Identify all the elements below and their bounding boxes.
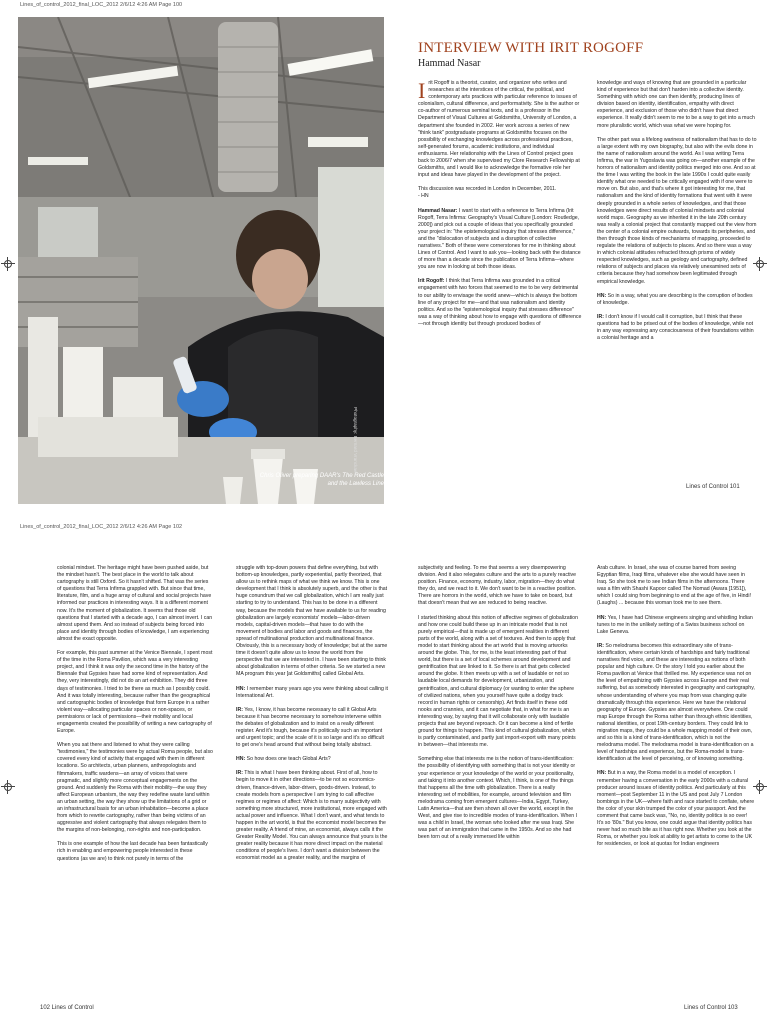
text-column-bottom-2 [236,565,388,870]
paragraph: subjectivity and feeling. To me that seems a very disempowering division. And it also relegates culture and the arts to a purely reactive position. Finance, economy, industry, labor, migration—they do what they do, and we react to it. We don't want to be in a reactive position. There are horrors in the world, which we have to take on board, but that doesn't mean that we are reduced to being reactive. [418,565,577,607]
page-slug-top: Lines_of_control_2012_final_LOC_2012 2/6/12 4:26 AM Page 100 [20,2,183,8]
answer-paragraph: IR: So melodrama becomes this extraordinary site of trans-identification, where certain kinds of hardships and fairly traditional narratives find voice, and these are interesting as notions of both popular and high culture. Or the story I told you earlier about the Roma pavilion at Venice that thrilled me. My experience was not on the level of empathizing with Gypsies across Europe and their real suffering, but as somebody interested in geography and cartography, whose understanding of where you map from was changing quite dramatically through this experience. Here we have the relational geography of Europe. Gypsies are almost everywhere. One could map Europe through the Roma rather than through ethnic identities, national identities, or post 19th-century borders. They could link to migration maps, they could be a whole mapping model of their own, and so this is a kind of trans-identification, which is not the melodrama model. The melodrama model is trans-identification on a level of hardships and experience, but the Roma-model is trans-identification at the level of perceiving, or of knowing something. [597,642,755,763]
paragraph: This is one example of how the last decade has been fantastically rich in enabling and empowering people interested in these questions (as we are) to think not purely in terms of the [57,841,208,862]
answer-paragraph: IR: Yes, I know, it has become necessary to call it Global Arts because it has become necessary to somehow intervene within the debates of globalization and to insist on a really different register. And it's tough, because it's politically such an important and urgent topic; and the scale of it is so large and it's so difficult to get one's head around that without being totally abstract. [236,706,384,749]
question-paragraph: HN: So how does one teach Global Arts? [236,756,331,763]
paragraph: The other part was a lifelong wariness of nationalism that has to do to a large extent with my own biography, but also with the evils done in the name of nationalism around the world. As I was writing Terra Infirma, the war in Yugoslavia was going on—another example of the horrors of nationalism and identity politics merged into one. And so at the time I was writing the book in the late 1990s I could quite easily identify what one needed to be critically engaged with if one were to move on. But also, and that's where it got interesting for me, that nationalism and the kind of identity formations that went with it were deeply grounded in a whole series of knowledges, and that those knowledges were direct results of colonial mindsets and colonial world maps. Geography as we inherited it in the late 20th century was really a colonial project that constantly mapped out the view from the center of a colonial empire outwards, towards its peripheries, and then through those kinds of mechanisms of mapping, proceeded to regulate the relations of subjects to places. And so there was a way in which colonial attitudes refracted through prisms of widely respected knowledges, such as geology and cartography, defined relations of subjects and places via relatively unexamined sets of criteria because they had somehow been legitimated through empirical knowledge. [597,136,757,285]
answer-paragraph: Irit Rogoff: I think that Terra Infirma was grounded in a critical engagement with two forces that seemed to me to be very detrimental to our ability to envisage the world anew—which is always the bottom line of any project for me—and that was nationalism and identity politics. And so the "epistemological inquiry that stresses difference" was a way of thinking about how to engage with questions of difference—not through identity but through produced bodies of [418,278,582,327]
photo-credit: Photography: Bernard Vranckaert [353,407,358,476]
answer-paragraph: IR: This is what I have been thinking about. First of all, how to begin to move it in other directions—to be not so economics-driven, finance-driven, labor-driven, goods-driven. Instead, to create models from a perspective I am trying to call affective regimes or regimes of affect: Which is to marry subjectivity with something more structured, more institutional, more engaged with actual power and influence. What I don't want, and what tends to happen in the art world, is that the economist model becomes the greater reality. A friend of mine, an economist, always calls it the Greater Reality Model. You can always announce that yours is the greater reality because it has more direct impact on the material conditions of people's lives. I don't want a division between the economist model as a greater reality, and the margins of [236,770,388,862]
paragraph: knowledge and ways of knowing that are grounded in a particular kind of experience but that don't harden into a collective identity. Something with which one can then identify, producing lines of division based on identity, identification, empathy with direct experience, and exclusion of those who didn't have that direct experience. It really didn't seem to me to be a way to get into a much more pluralistic world, which was what we were hoping for. [597,80,755,129]
dropcap: I [418,78,426,103]
paragraph: struggle with top-down powers that define everything, but with bottom-up knowledges, partly experiential, partly theorized, that allow us to rethink maps of what we think we know. This is one development that I think is absolutely superb, and the other is that huge conundrum that we call globalization, which I am really just starting to try to understand. This has to be done in a different way, because the models that we have available to us for reading globalization are largely economists' models—labor-driven models, capital-driven models—that have to do with the movement of bodies and labor and goods and finances, the spread of multinational production and multinational finance. Obviously, this is a necessary body of knowledge; but at the same time it doesn't quite allow us to know the world from the perspective that we are interested in. I have been starting to think about globalization in terms of other criteria. So we started a new MA program this year [at Goldsmiths] called Global Arts. [236,565,388,678]
answer-paragraph: IR: I don't know if I would call it corruption, but I think that these questions had to be prised out of the bodies of knowledge, while not in any way expressing any consciousness of their foundations within a colonial heritage and a [597,313,754,342]
folio-page-101: Lines of Control 101 [686,484,740,490]
page-gap [0,512,768,524]
paragraph: I started thinking about this notion of affective regimes of globalization and how one could build these up in an intricate model that is not purely empirical—that is made up of emergent realities in different parts of the world, along with a set of textures. And then to apply that model to start thinking about the art world that is moving artworks around the globe. This, for me, is the least interesting part of that world, but there is a set of local schemes around development and gentrification that are linked to it. So there is art that gets collected around the globe. It then meets up with a set of laudable or not so laudable local demands for development, urbanization, and gentrification, and cultural diplomacy (or wanting to enter the sphere of civilized nations, when you yourself have quite a dodgy track record in human rights or censorship). Art finds itself in these odd nooks and crannies, and it can negotiate that, in what for me is an interesting way, by saying that it will collaborate only with laudable projects that are beyond reproach. Or it can become a kind of fertile ground for things to happen. This kind of cultural globalization, which is partly contaminated, and partly just import-export with many points in between—that interests me. [418,614,578,749]
registration-mark-left-bottom [1,780,15,794]
page-slug-bottom: Lines_of_control_2012_final_LOC_2012 2/6/12 4:26 AM Page 102 [20,524,183,530]
photo-caption: Chris Oliver preparing DAAR's The Red Castle and the Lawless Line [259,473,384,487]
text-column-bottom-3 [418,565,578,848]
folio-page-102: 102 Lines of Control [40,1005,94,1011]
registration-mark-right-bottom [753,780,767,794]
text-column-bottom-1 [57,565,213,870]
paragraph: Arab culture. In Israel, she was of course barred from seeing Egyptian films, Iraqi films, whatever else she would have seen in Iraq. So she took me to see Indian films in the afternoons. There was a film with Shashi Kapoor called The Nomad (Awara [1951]), which I could sing from beginning to end at the age of five, in Hindi! (Laughs) ... because this woman took me to see them. [597,565,751,607]
question-paragraph: Hammad Nasar: I want to start with a reference to Terra Infirma (Irit Rogoff, Terra Infirma: Geography's Visual Culture [London: Routledge, 2000]) and pick out a couple of ideas that you specifically grounded your project in: "the epistemological inquiry that stresses difference," and the "dislocation of subjects and a disruption of collective narratives." Both of these were cornerstones for me in thinking about Lines of Control. And I want to ask you—looking back with the distance of more than a decade since the publication of Terra Infirma—where you are now in looking at both those ideas. [418,207,581,271]
paragraph: When you sat there and listened to what they were calling "testimonies," the testimonies were by actual Roma people, but also covered every kind of activity that engaged with them in different locations. So architects, urban planners, anthropologists and filmmakers, traffic wardens—an array of voices that were pragmatic, and slightly more conceptual engagements on the ground. And suddenly the Roma with their mobility—the way they affect European urbanism, the way they redefine waste land within an urban setting, the way they show up the limitations of a grid or an infrastructural basis for an urban inhabitation—become a place from which to rewrite cartography, rather than being victims of an aggressive and violent cartography that always relegates them to the margins of non-belonging, non-rights and non-participation. [57,742,213,834]
text-column-top-1 [418,80,582,335]
intro-paragraph: Irit Rogoff is a theorist, curator, and organizer who writes and researches at the interstices of the critical, the political, and contemporary arts practices with particular reference to issues of colonialism, cultural difference, and performativity. She is the author or co-author of numerous seminal texts, and is a professor in the Department of Visual Cultures at Goldsmiths, University of London, a department she founded in 2002. Her work across a series of new "think tank" postgraduate programs at Goldsmiths focuses on the possibility of exchanging knowledges across professional practices, self-generated forums, academic institutions, and individual enthusiasms. Her relationship with the Lines of Control project goes back to 2006/7 when she supervised my Clore Research Fellowship at Goldsmiths, and I would like to acknowledge the formative role her input and ideas have played in the development of the project. [418,78,580,179]
question-paragraph: HN: Yes, I have had Chinese engineers singing and whistling Indian tunes to me in the unlikely setting of a Swiss business school on Lake Geneva. [597,614,753,635]
question-paragraph: HN: I remember many years ago you were thinking about calling it International Art. [236,685,388,699]
paragraph: colonial mindset. The heritage might have been pushed aside, but the mindset hasn't. The best place in the world to talk about cartography is still Oxford. So it hasn't shifted. That was the series of questions that Terra Infirma grappled with. But since that time, literature, film, and a huge array of cultural and social projects have informed our practices in interesting ways. It is a different moment now. It's the moment of globalization. It seems that those old questions that I started with a decade ago, I can almost invert. I can almost upend them. And so instead of subjects being forced into place and identity through bodies of knowledge, I am experiencing almost the exact opposite. [57,565,213,642]
recording-note: This discussion was recorded in London in December, 2011. - HN [418,186,557,200]
question-paragraph: HN: So in a way, what you are describing is the corruption of bodies of knowledge. [597,292,753,306]
paragraph: For example, this past summer at the Venice Biennale, I spent most of the time in the Roma Pavilion, which was a very interesting project, and I think it was only the second time in the history of the Biennale that Gypsies have had some kind of representation. And they, very interestingly, did not do an art exhibition. They did three days of testimonies. I tried to be there as much as I possibly could. And it was totally interesting, because rather than the geographical and cartographic bodies of knowledge that form Europe in a rather violent way—allocating particular spaces or non-spaces, or permissions or lack of permissions—their mobility and local engagements created the possibility of writing a new cartography of Europe. [57,650,213,735]
question-paragraph: HN: But in a way, the Roma model is a model of exception. I remember having a conversation in the early 2000s with a cultural producer around issues of identity politics. And particularly at this moment—post September 11 in the US and post July 7 London bombings in the UK—where faith and race started to conflate, where the color of your skin trumped the color of your passport. And the comment that came back was, "No, no, identity politics is so over! It's so '80s." But you know, one could argue that identity politics has never had so much bite as it has right now. Whether you look at the Roma, or whether you look at ability to get artists to come to the UK for residencies, or look at quotas for Indian engineers [597,770,755,848]
studio-photo [18,17,384,504]
article-author: Hammad Nasar [418,58,481,69]
paragraph: Something else that interests me is the notion of trans-identification: the possibility of identifying with something that is not your identity or your experience or your knowledge of the world or your positionality, and taking it into another context. Which, I think, is one of the things that happens all the time with globalization. There is a really interesting set of mobilities, for example, around television and film melodrama coming from emergent cultures—India, Egypt, Turkey, Latin America—that are then shown all over the world, except in the West, and give rise to incredible modes of trans-identification. When I was a child in Israel, the woman who looked after me was Iraqi. She was part of an immigration that came in the 1950s. And so she had been torn out of a really immersed life within [418,756,578,841]
photo-illustration [18,17,384,504]
registration-mark-left-top [1,257,15,271]
article-title: INTERVIEW WITH IRIT ROGOFF [418,40,644,56]
text-column-bottom-4 [597,565,755,855]
folio-page-103: Lines of Control 103 [684,1005,738,1011]
text-column-top-2 [597,80,757,349]
